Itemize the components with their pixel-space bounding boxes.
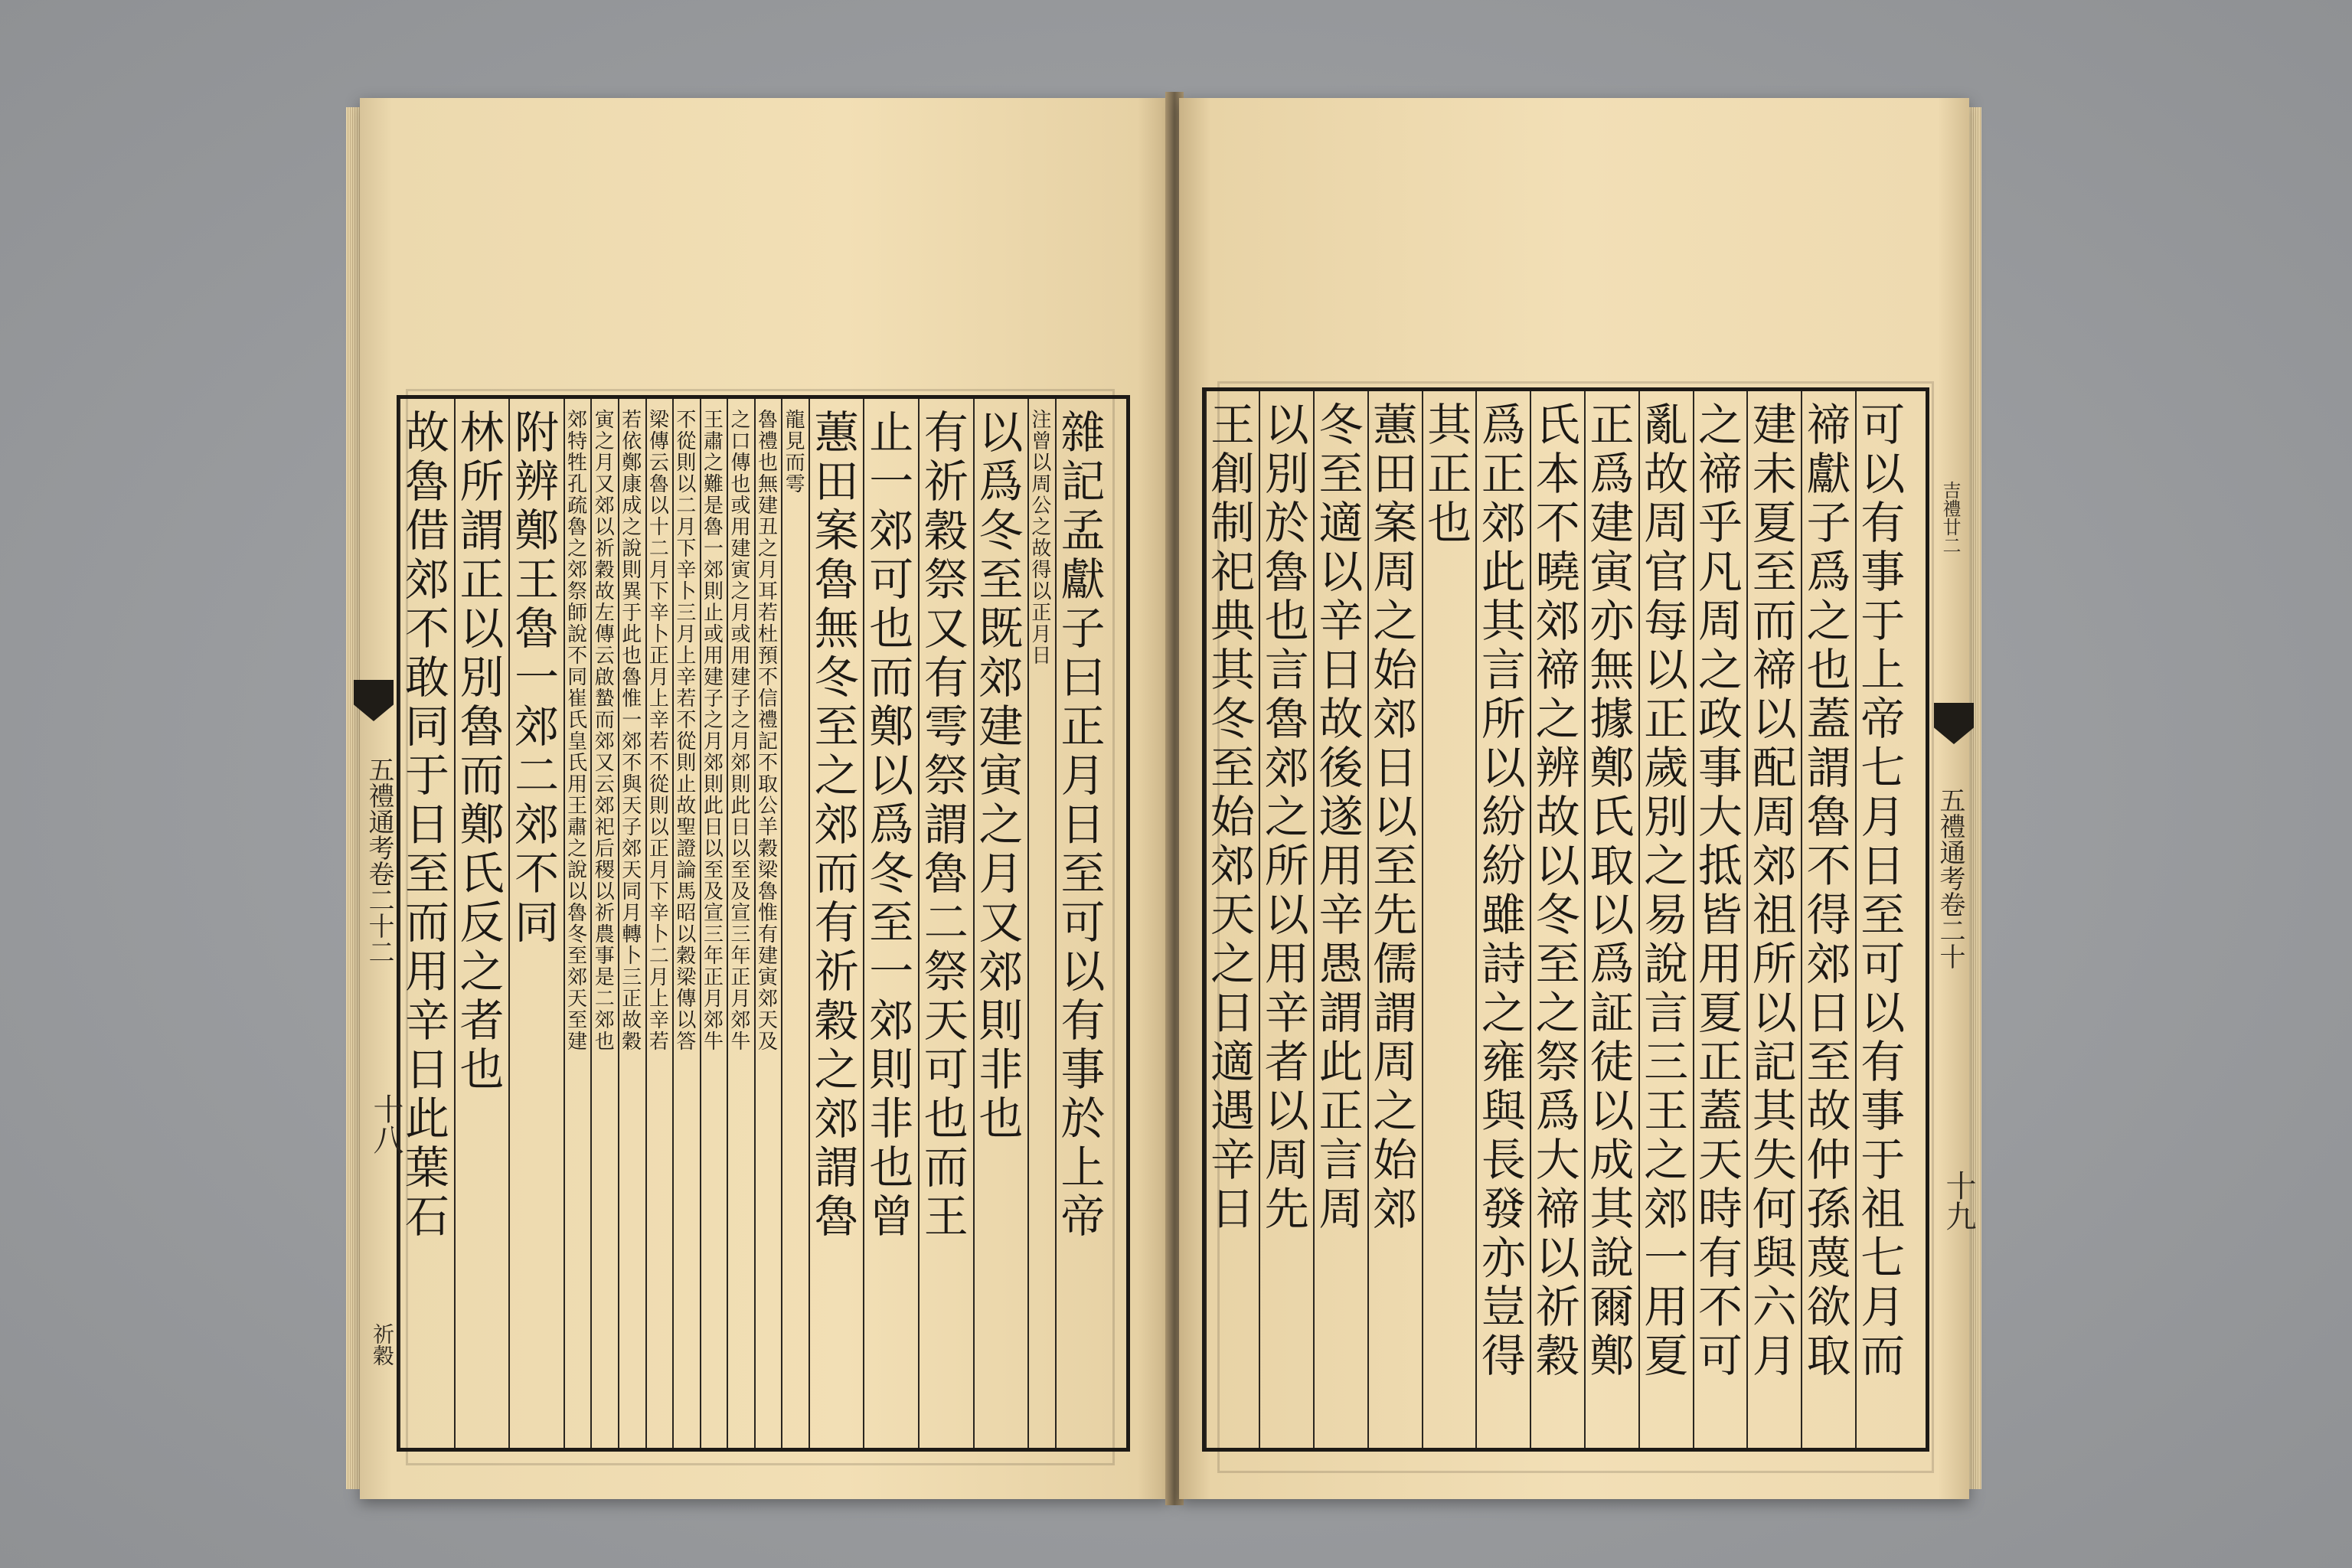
- column-rule: [700, 399, 701, 1448]
- column-rule: [808, 399, 810, 1448]
- commentary-column: 龍見而雩: [782, 409, 805, 495]
- left-side-section: 祈穀: [370, 1323, 395, 1366]
- column-rule: [1638, 391, 1640, 1448]
- commentary-column: 不從則以二月下辛卜三月上辛若不從則止故聖證論馬昭以穀梁傳以答: [672, 409, 696, 1052]
- column-rule: [1367, 391, 1369, 1448]
- commentary-column: 王肅之難是魯一郊則止或用建子之月郊則此日以至及宣三年正月郊牛: [700, 409, 724, 1052]
- column-rule: [454, 399, 456, 1448]
- column-rule: [1422, 391, 1423, 1448]
- column-rule: [618, 399, 619, 1448]
- commentary-column: 注曾以周公之故得以正月日: [1027, 409, 1051, 666]
- column-rule: [1855, 391, 1857, 1448]
- text-column: 蕙田案魯無冬至之郊而有祈穀之郊謂魯: [806, 409, 859, 1242]
- commentary-column: 魯禮也無建丑之月耳若杜預不信禮記不取公羊穀梁魯惟有建寅郊天及: [754, 409, 778, 1052]
- column-rule: [672, 399, 674, 1448]
- column-rule: [754, 399, 756, 1448]
- column-rule: [508, 399, 510, 1448]
- text-column: 之禘乎凡周之政事大抵皆用夏正蓋天時有不可: [1690, 401, 1743, 1381]
- text-column: 氏本不曉郊禘之辨故以冬至之祭爲大禘以祈穀: [1527, 401, 1580, 1381]
- column-rule: [781, 399, 782, 1448]
- column-rule: [1475, 391, 1477, 1448]
- text-column: 有祈穀祭又有雩祭謂魯二祭天可也而王: [916, 409, 969, 1242]
- right-side-title: 五禮通考卷二十: [1935, 787, 1965, 969]
- fishtail-mark: [1934, 703, 1974, 744]
- right-side-label: 吉禮廿二: [1939, 481, 1961, 554]
- left-side-title: 五禮通考卷二十二: [364, 756, 394, 965]
- column-rule: [564, 399, 565, 1448]
- column-rule: [1693, 391, 1694, 1448]
- text-column: 附辨鄭王魯一郊二郊不同: [507, 409, 560, 948]
- column-rule: [1530, 391, 1531, 1448]
- text-column: 雜記孟獻子曰正月日至可以有事於上帝: [1053, 409, 1106, 1242]
- column-rule: [399, 399, 400, 1448]
- text-column: 禘獻子爲之也蓋謂魯不得郊日至故仲孫蔑欲取: [1798, 401, 1851, 1381]
- text-column: 其正也: [1419, 401, 1472, 548]
- text-column: 以別於魯也言魯郊之所以用辛者以周先: [1256, 401, 1309, 1234]
- column-rule: [590, 399, 592, 1448]
- fishtail-mark: [354, 680, 394, 721]
- text-column: 建未夏至而禘以配周郊祖所以記其失何與六月: [1744, 401, 1797, 1381]
- text-column: 正爲建寅亦無據鄭氏取以爲証徒以成其說爾鄭: [1582, 401, 1635, 1381]
- right-page: [1179, 98, 1976, 1499]
- text-column: 蕙田案周之始郊日以至先儒謂周之始郊: [1365, 401, 1418, 1234]
- column-rule: [1259, 391, 1260, 1448]
- column-rule: [918, 399, 920, 1448]
- column-rule: [863, 399, 864, 1448]
- column-rule: [1027, 399, 1029, 1448]
- commentary-column: 寅之月又郊以祈穀故左傳云啟蟄而郊又云郊祀后稷以祈農事是二郊也: [591, 409, 615, 1052]
- text-column: 亂故周官每以正歲別之易說言三王之郊一用夏: [1636, 401, 1689, 1381]
- column-rule: [1584, 391, 1586, 1448]
- left-page: [360, 98, 1170, 1499]
- column-rule: [1313, 391, 1315, 1448]
- commentary-column: 梁傳云魯以十二月下辛卜正月上辛若不從則以正月下辛卜二月上辛若: [645, 409, 669, 1052]
- text-column: 故魯借郊不敢同于日至而用辛日此葉石: [397, 409, 449, 1242]
- commentary-column: 若依鄭康成之說則異于此也魯惟一郊不與天子郊天同月轉卜三正故穀: [618, 409, 642, 1052]
- column-rule: [1801, 391, 1802, 1448]
- text-column: 王創制祀典其冬至始郊天之日適遇辛日: [1203, 401, 1255, 1234]
- commentary-column: 之口傳也或用建寅之月或用建子之月郊則此日以至及宣三年正月郊牛: [727, 409, 750, 1052]
- column-rule: [1746, 391, 1748, 1448]
- text-column: 冬至適以辛日故後遂用辛愚謂此正言周: [1311, 401, 1364, 1234]
- left-page-number: 十八: [368, 1093, 403, 1155]
- column-rule: [727, 399, 728, 1448]
- text-column: 爲正郊此其言所以紛紛雖詩之雍與長發亦豈得: [1473, 401, 1526, 1381]
- right-page-number: 十九: [1941, 1170, 1976, 1231]
- text-column: 可以有事于上帝七月日至可以有事于祖七月而: [1853, 401, 1906, 1381]
- text-column: 林所謂正以別魯而鄭氏反之者也: [452, 409, 505, 1095]
- column-rule: [1055, 399, 1057, 1448]
- column-rule: [645, 399, 647, 1448]
- column-rule: [973, 399, 975, 1448]
- text-column: 以爲冬至既郊建寅之月又郊則非也: [971, 409, 1024, 1144]
- column-rule: [1205, 391, 1207, 1448]
- text-column: 止一郊可也而鄭以爲冬至一郊則非也曾: [861, 409, 914, 1242]
- commentary-column: 郊特牲孔疏魯之郊祭師說不同崔氏皇氏用王肅之說以魯冬至郊天至建: [564, 409, 587, 1052]
